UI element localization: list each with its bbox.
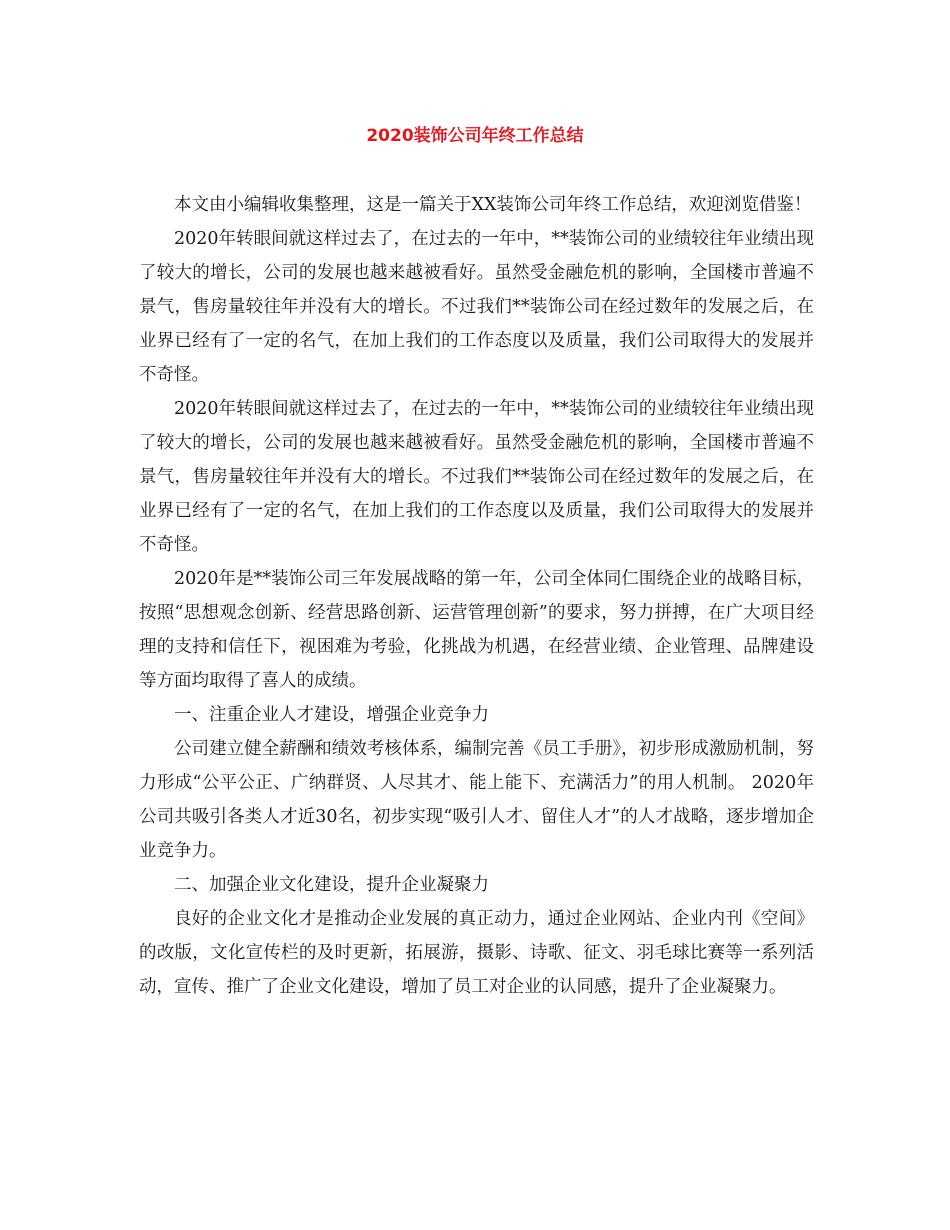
body-paragraph: 2020年是**装饰公司三年发展战略的第一年，公司全体同仁围绕企业的战略目标，按照“思想观念创新、经营思路创新、运营管理创新”的要求，努力拼搏，在广大项目经理的支持和信任下，视困难为考验，化挑战为机遇，在经营业绩、企业管理、品牌建设等方面均取得了喜人的成绩。 bbox=[139, 569, 814, 691]
body-paragraph: 公司建立健全薪酬和绩效考核体系，编制完善《员工手册》，初步形成激励机制，努力形成“公平公正、广纳群贤、人尽其才、能上能下、充满活力”的用人机制。 2020年公司共吸引各类人才近30名，初步实现“吸引人才、留住人才”的人才战略，逐步增加企业竞争力。 bbox=[139, 739, 814, 861]
document-title: 2020装饰公司年终工作总结 bbox=[366, 126, 584, 146]
intro-paragraph: 本文由小编辑收集整理，这是一篇关于XX装饰公司年终工作总结，欢迎浏览借鉴！ bbox=[174, 195, 812, 215]
body-paragraph: 良好的企业文化才是推动企业发展的真正动力，通过企业网站、企业内刊《空间》的改版，文化宣传栏的及时更新，拓展游，摄影、诗歌、征文、羽毛球比赛等一系列活动，宣传、推广了企业文化建设，增加了员工对企业的认同感，提升了企业凝聚力。 bbox=[139, 909, 814, 997]
section-heading: 一、注重企业人才建设，增强企业竞争力 bbox=[174, 705, 489, 725]
body-paragraph: 2020年转眼间就这样过去了，在过去的一年中，**装饰公司的业绩较往年业绩出现了较大的增长，公司的发展也越来越被看好。虽然受金融危机的影响，全国楼市普遍不景气，售房量较往年并没有大的增长。不过我们**装饰公司在经过数年的发展之后，在业界已经有了一定的名气，在加上我们的工作态度以及质量，我们公司取得大的发展并不奇怪。 bbox=[139, 229, 814, 385]
document-body bbox=[139, 188, 814, 1004]
body-paragraph: 2020年转眼间就这样过去了，在过去的一年中，**装饰公司的业绩较往年业绩出现了较大的增长，公司的发展也越来越被看好。虽然受金融危机的影响，全国楼市普遍不景气，售房量较往年并没有大的增长。不过我们**装饰公司在经过数年的发展之后，在业界已经有了一定的名气，在加上我们的工作态度以及质量，我们公司取得大的发展并不奇怪。 bbox=[139, 399, 814, 555]
section-heading: 二、加强企业文化建设，提升企业凝聚力 bbox=[174, 875, 489, 895]
